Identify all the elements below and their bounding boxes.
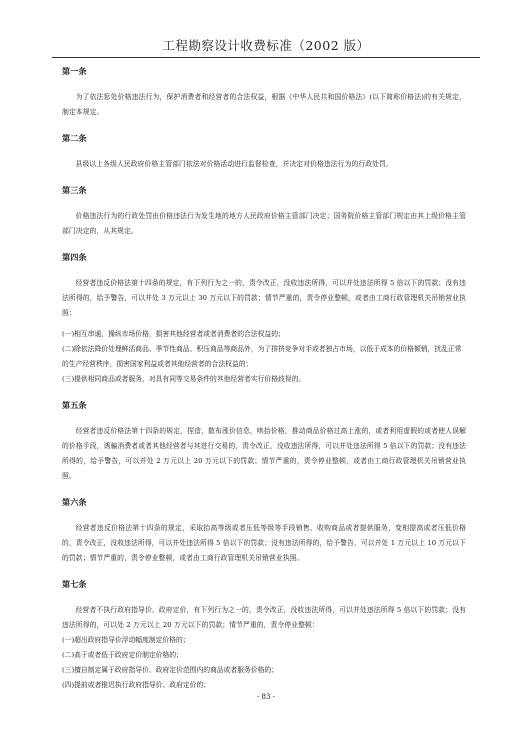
article-4	[62, 252, 466, 387]
article-title: 第二条	[62, 133, 87, 143]
article-title: 第四条	[62, 252, 87, 262]
article-7	[62, 579, 466, 693]
document-body	[62, 66, 466, 693]
article-3	[62, 185, 466, 239]
article-paragraph: 经营者违反价格法第十四条的规定，采取抬高等级或者压低等级等手段销售、收购商品或者提供服务，变相提高或者压低价格的，责令改正，没收违法所得，可以并处违法所得 5 倍以下的罚款；没有违法所得的，给予警告，可以并处 1 万元以上 10 万元以下的罚款；情节严重的，责令停业整顿，或者由工商行政管理机关吊销营业执照。	[62, 524, 466, 562]
article-list-item: (二)除依法降价处理鲜活商品、季节性商品、积压商品等商品外，为了排挤竞争对手或者独占市场，以低于成本的价格倾销，扰乱正常的生产经营秩序，损害国家利益或者其他经营者的合法权益的；	[62, 345, 462, 368]
article-1	[62, 66, 466, 120]
article-list-item: (一)超出政府指导价浮动幅度制定价格的；	[62, 636, 190, 644]
article-paragraph: 为了依法惩处价格违法行为，保护消费者和经营者的合法权益，根据《中华人民共和国价格法》(以下简称价格法)的有关规定，制定本规定。	[62, 93, 466, 116]
article-title: 第七条	[62, 579, 87, 589]
article-paragraph: 经营者不执行政府指导价、政府定价，有下列行为之一的，责令改正，没收违法所得，可以并处违法所得 5 倍以下的罚款；没有违法所得的，可以处 2 万元以上 20 万元以下的罚款；情节严重的，责令停业整顿：	[62, 606, 466, 629]
article-list-item: (三)提供相同商品或者服务，对具有同等交易条件的其他经营者实行价格歧视的。	[62, 375, 306, 383]
header-divider	[52, 57, 480, 58]
article-paragraph: 县级以上各级人民政府价格主管部门依法对价格活动进行监督检查，并决定对价格违法行为的行政处罚。	[75, 160, 393, 168]
article-paragraph: 经营者违反价格法第十四条的规定，有下列行为之一的，责令改正，没收违法所得，可以并处违法所得 5 倍以下的罚款；没有违法所得的，给予警告，可以并处 3 万元以上 30 万元以下的罚款；情节严重的，责令停业整顿，或者由工商行政管理机关吊销营业执照：	[62, 279, 466, 317]
article-list-item: (一)相互串通，操纵市场价格，损害其他经营者或者消费者的合法权益的；	[62, 330, 285, 338]
article-title: 第一条	[62, 66, 87, 76]
article-title: 第三条	[62, 185, 87, 195]
article-list-item: (三)擅自制定属于政府指导价、政府定价范围内的商品或者服务价格的；	[62, 666, 279, 674]
article-paragraph: 经营者违反价格法第十四条的规定，捏造、散布涨价信息，哄抬价格，推动商品价格过高上涨的，或者利用虚假的或者使人误解的价格手段，诱骗消费者或者其他经营者与其进行交易的，责令改正，没收违法所得，可以并处违法所得 5 倍以下的罚款；没有违法所得的，给予警告，可以并处 2 万元以上 20 万元以下的罚款；情节严重的，责令停业整顿，或者由工商行政管理机关吊销营业执照。	[62, 427, 466, 480]
article-list-item: (四)提前或者推迟执行政府指导价、政府定价的；	[62, 681, 211, 689]
page-number: - 83 -	[256, 693, 276, 701]
article-title: 第五条	[62, 400, 87, 410]
article-list-item: (二)高于或者低于政府定价制定价格的；	[62, 651, 183, 659]
page-header-title: 工程勘察设计收费标准（2002 版）	[162, 38, 370, 53]
article-title: 第六条	[62, 497, 87, 507]
article-2	[62, 133, 466, 172]
article-6	[62, 497, 466, 566]
article-5	[62, 400, 466, 484]
article-paragraph: 价格违法行为的行政处罚由价格违法行为发生地的地方人民政府价格主管部门决定；国务院价格主管部门规定由其上级价格主管部门决定的，从其规定。	[62, 212, 466, 235]
